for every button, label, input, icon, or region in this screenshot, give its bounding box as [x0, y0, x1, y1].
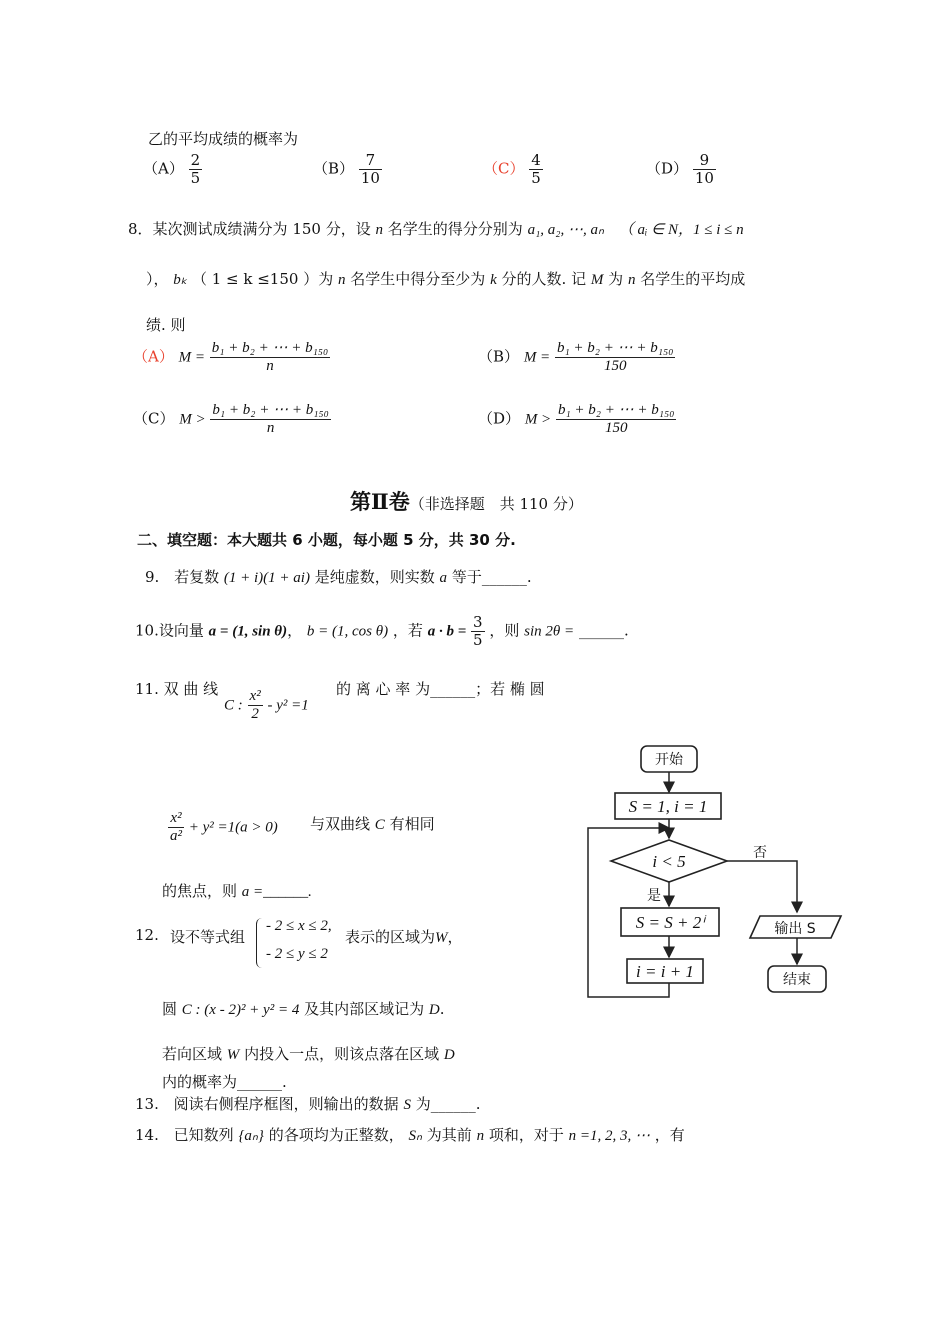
flow-start-label: 开始 — [655, 752, 683, 768]
q7-option-c[interactable]: （C） $\frac{4}{5}$ — [483, 151, 541, 187]
q12-ineq2: - 2 ≤ y ≤ 2 — [266, 946, 328, 962]
q14: 14. 已知数列 {aₙ} 的各项均为正整数， Sₙ 为其前 n 项和，对于 n =1, 2, 3, ⋯ ，有 — [135, 1126, 685, 1144]
section-heading: 二、填空题：本大题共 6 小题，每小题 5 分，共 30 分. — [137, 531, 516, 549]
q7-option-d[interactable]: （D） $\frac{9}{10}$ — [646, 151, 714, 187]
q11-line3: 的焦点，则 a =______. — [162, 882, 312, 900]
q12-line4: 内的概率为______. — [162, 1073, 287, 1091]
flowchart — [585, 740, 845, 1000]
q12-text1: 设不等式组 — [170, 928, 246, 946]
flow-no-arrow — [727, 861, 797, 912]
q12-line3: 若向区域 W 内投入一点，则该点落在区域 D — [162, 1045, 455, 1063]
q7-option-b[interactable]: （B） $\frac{7}{10}$ — [313, 151, 380, 187]
flow-no-label: 否 — [753, 845, 767, 861]
q12-number: 12. — [135, 926, 159, 944]
q9: 9. 若复数 (1 + i)(1 + ai) 是纯虚数，则实数 a 等于______. — [145, 568, 532, 586]
flow-init-label: S = 1, i = 1 — [628, 797, 708, 816]
q7-stem-tail: 乙的平均成绩的概率为 — [148, 130, 299, 148]
q12-text2: 表示的区域为W， — [345, 928, 463, 946]
q8-option-a[interactable]: （A） M = $\frac{\text{b₁ + b₂ + ⋯ + b₁₅₀}}{n}$ — [133, 340, 329, 374]
q8-line2: ）， bₖ （ 1 ≤ k ≤150 ）为 n 名学生中得分至少为 k 分的人数. 记 M 为 n 名学生的平均成 — [146, 270, 746, 288]
q8-option-c[interactable]: （C） M > $\frac{\text{b₁ + b₂ + ⋯ + b₁₅₀}}{n}$ — [133, 402, 329, 436]
q11-line1-tail: 的 离 心 率 为______；若 椭 圆 — [336, 680, 545, 698]
q12-line2: 圆 C : (x - 2)² + y² = 4 及其内部区域记为 D. — [162, 1000, 445, 1018]
q13: 13. 阅读右侧程序框图，则输出的数据 S 为______. — [135, 1095, 481, 1113]
q8-option-d[interactable]: （D） M > $\frac{\text{b₁ + b₂ + ⋯ + b₁₅₀}}{150}$ — [478, 402, 675, 436]
flow-yes-label: 是 — [647, 888, 661, 904]
q12-ineq1: - 2 ≤ x ≤ 2, — [266, 918, 332, 934]
flow-output-label: 输出 S — [774, 921, 816, 937]
q7-option-a[interactable]: （A） $\frac{2}{5}$ — [143, 151, 201, 187]
q10: 10.设向量 a = (1, sin θ)， b = (1, cos θ) ，若 a · b = $\frac{3}{5}$ ，则 sin 2θ = ______. — [135, 613, 629, 649]
q8-option-b[interactable]: （B） M = $\frac{\text{b₁ + b₂ + ⋯ + b₁₅₀}}{150}$ — [478, 340, 674, 374]
part2-header: 第Ⅱ卷（非选择题 共 110 分） — [350, 489, 583, 514]
flow-end-label: 结束 — [783, 972, 811, 988]
q11-hyperbola: C : $\frac{\text{x²}}{2}$ - y² =1 — [224, 688, 309, 722]
q8-line1: 8．某次测试成绩满分为 150 分，设 n 名学生的得分分别为 a₁, a₂, ⋯, aₙ （ aᵢ ∈ N，1 ≤ i ≤ n — [128, 220, 744, 238]
flow-increment-label: i = i + 1 — [636, 962, 694, 981]
flow-condition-label: i < 5 — [652, 852, 686, 871]
q8-line3: 绩. 则 — [146, 316, 186, 334]
flow-update-label: S = S + 2ⁱ — [635, 913, 705, 932]
q11-ellipse: $\frac{\text{x²}}{\text{a²}}$ + y² =1(a > 0) — [170, 810, 278, 844]
system-brace — [256, 918, 265, 968]
q11-line1: 11. 双 曲 线 — [135, 680, 219, 698]
q11-line2: 与双曲线 C 有相同 — [310, 815, 435, 833]
